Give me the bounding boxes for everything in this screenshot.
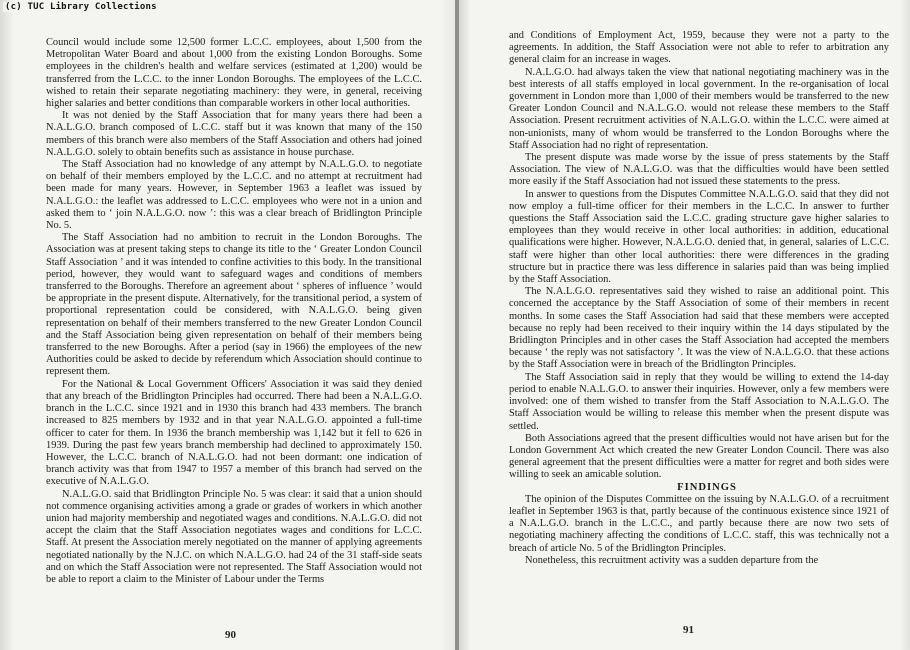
right-page bbox=[459, 0, 910, 650]
paragraph: N.A.L.G.O. said that Bridlington Principle No. 5 was clear: it said that a union should not commence organising activities among a grade or grades of workers in which another union had majority membership and negotiated wages and conditions. N.A.L.G.O. did not accept the claim that the Staff Association negotiates wages and conditions for L.C.C. Staff. At present the Association merely negotiated on the manner of applying agreements negotiated nationally by the N.J.C. on which N.A.L.G.O. had 24 of the 31 staff-side seats and on which the Staff Association were not represented. The Staff Association would not be able to report a claim to the Minister of Labour under the Terms bbox=[46, 488, 422, 585]
page-number: 90 bbox=[225, 629, 236, 641]
paragraph: The present dispute was made worse by the issue of press statements by the Staff Association. The view of N.A.L.G.O. was that the difficulties would have been settled more easily if the Staff Association had not issued these statements to the press. bbox=[509, 152, 889, 188]
library-watermark: (c) TUC Library Collections bbox=[5, 2, 157, 12]
paragraph: For the National & Local Government Officers' Association it was said they denied that any breach of the Bridlington Principles had occurred. There had been a N.A.L.G.O. branch in the L.C.C. since 1921 and in 1930 this branch had 433 members. The branch increased to 825 members by 1932 and in that year N.A.L.G.O. appointed a full-time officer to cater for them. In 1936 the branch membership was 1,142 but it fell to 626 in 1939. During the past few years branch membership had declined to approximately 150. However, the L.C.C. branch of N.A.L.G.O. had not been dormant: one indication of branch activity was that from 1947 to 1957 a member of this branch had served on the executive of N.A.L.G.O. bbox=[46, 378, 422, 488]
section-heading: FINDINGS bbox=[677, 481, 737, 493]
paragraph: The Staff Association said in reply that they would be willing to extend the 14-day period to enable N.A.L.G.O. to answer their inquiries. However, only a few members were involved: one of them wished to transfer from the Staff Association to N.A.L.G.O. The Staff Association would be willing to release this member when the present dispute was settled. bbox=[509, 371, 889, 432]
paragraph: The opinion of the Disputes Committee on the issuing by N.A.L.G.O. of a recruitment leaflet in September 1963 is that, partly because of the continuous existence since 1921 of a N.A.L.G.O. branch in the L.C.C., and partly because there are now two sets of negotiating machinery affecting the conditions of L.C.C. staff, this was technically not a breach of article No. 5 of the Bridlington Principles. bbox=[509, 493, 889, 554]
paragraph: Both Associations agreed that the present difficulties would not have arisen but for the London Government Act which created the new Greater London Council. There was also general agreement that the present difficulties were a matter for regret and both sides were willing to seek an amicable solution. bbox=[509, 432, 889, 481]
paragraph: In answer to questions from the Disputes Committee N.A.L.G.O. said that they did not now employ a full-time officer for their members in the L.C.C. In answer to further questions the Staff Association said the L.C.C. grading structure gave higher salaries to employees than they would receive in other local authorities: in addition, educational qualifications were higher. However, N.A.L.G.O. denied that, in general, salaries of L.C.C. staff were higher than other local authorities: there were differences in the grading structure but in practice there was less difference in salaries paid than was being implied by the Staff Association. bbox=[509, 188, 889, 286]
paragraph: Council would include some 12,500 former L.C.C. employees, about 1,500 from the Metropolitan Water Board and about 1,000 from the existing London Boroughs. Some employees in the children's health and welfare services (estimated at 1,200) would be transferred from the L.C.C. to the inner London Boroughs. The employees of the L.C.C. wished to retain their separate negotiating machinery: they were, in general, receiving higher salaries and better conditions than comparable workers in other local authorities. bbox=[46, 37, 422, 110]
paragraph: and Conditions of Employment Act, 1959, because they were not a party to the agreements. In addition, the Staff Association were not able to refer to arbitration any general claim for an increase in wages. bbox=[509, 30, 889, 66]
paragraph: It was not denied by the Staff Association that for many years there had been a N.A.L.G.O. branch composed of L.C.C. staff but it was known that many of the 150 members of this branch were also members of the Staff Association and others had joined N.A.L.G.O. solely to obtain benefits such as assistance in house purchase. bbox=[46, 110, 422, 158]
paragraph: N.A.L.G.O. had always taken the view that national negotiating machinery was in the best interests of all staffs employed in local government. In the re-organisation of local government in London more than 1,000 of their members would be transferred to the new Greater London Council and N.A.L.G.O. would not release these members to the Staff Association. Present recruitment activities of N.A.L.G.O. within the L.C.C. were aimed at non-unionists, many of whom would be transferred to the London Boroughs where the Staff Association had no right of representation. bbox=[509, 66, 889, 151]
paragraph: The Staff Association had no ambition to recruit in the London Boroughs. The Association was at present taking steps to change its title to the ‘ Greater London Council Staff Association ’ and it was intended to confine activities to this body. In the transitional period, however, they would want to safeguard wages and conditions of members transferred to the Boroughs. Therefore an agreement about ‘ spheres of influence ’ would be appropriate in the present dispute. Alternatively, for the transitional period, a system of proportional representation could be considered, with N.A.L.G.O. being given representation on behalf of their members transferred to the new Greater London Council and the Staff Association being given representation on behalf of their members being transferred to the new Boroughs. After a period (say in 1966) the employees of the new Authorities could be asked to decide by referendum which Association should continue to represent them. bbox=[46, 232, 422, 378]
paragraph: Nonetheless, this recruitment activity was a sudden departure from the bbox=[525, 554, 819, 566]
left-page-text bbox=[46, 37, 422, 586]
page-number: 91 bbox=[683, 624, 694, 636]
right-page-text bbox=[509, 30, 889, 567]
paragraph: The Staff Association had no knowledge of any attempt by N.A.L.G.O. to negotiate on behalf of their members employed by the L.C.C. and no attempt at recruitment had been made for many years. However, in September 1963 a leaflet was issued by N.A.L.G.O.: the leaflet was addressed to L.C.C. employees who were not in a union and asked them to ‘ join N.A.L.G.O. now ’: this was a clear breach of Bridlington Principle No. 5. bbox=[46, 159, 422, 232]
paragraph: The N.A.L.G.O. representatives said they wished to raise an additional point. This concerned the acceptance by the Staff Association of some of their members in recent months. In some cases the Staff Association had said that these members were accepted because no reply had been received to their inquiry within the 14 days stipulated by the Bridlington Principles and in other cases the Staff Association had accepted the members because ‘ the reply was not satisfactory ’. It was the view of N.A.L.G.O. that these actions by the Staff Association were in breach of the Bridlington Principles. bbox=[509, 286, 889, 371]
